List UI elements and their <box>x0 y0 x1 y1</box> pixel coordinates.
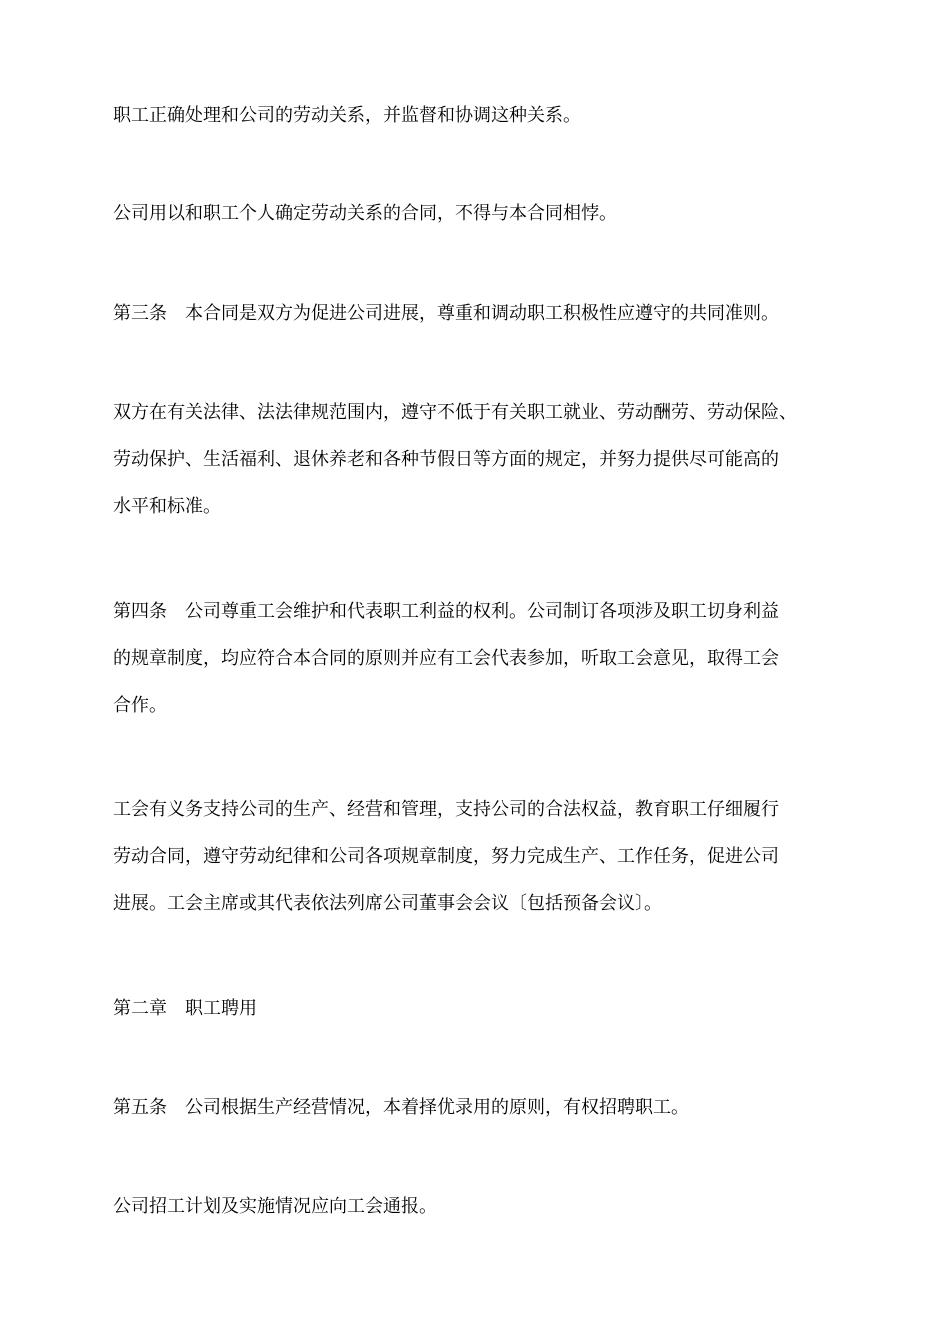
text-line: 劳动合同，遵守劳动纪律和公司各项规章制度，努力完成生产、工作任务，促进公司 <box>113 846 779 867</box>
paragraph-article-3 <box>113 290 853 337</box>
chapter-2-heading <box>113 985 853 1032</box>
text-line: 公司招工计划及实施情况应向工会通报。 <box>113 1196 437 1217</box>
text-line: 第二章 职工聘用 <box>113 998 257 1019</box>
text-line: 进展。工会主席或其代表依法列席公司董事会会议〔包括预备会议〕。 <box>113 893 662 914</box>
text-line: 第五条 公司根据生产经营情况，本着择优录用的原则，有权招聘职工。 <box>113 1097 689 1118</box>
text-line: 公司用以和职工个人确定劳动关系的合同，不得与本合同相悖。 <box>113 203 617 224</box>
paragraph-legal-standards <box>113 389 853 530</box>
text-line: 工会有义务支持公司的生产、经营和管理，支持公司的合法权益，教育职工仔细履行 <box>113 799 779 820</box>
paragraph-hiring-report <box>113 1183 853 1230</box>
paragraph-individual-contracts <box>113 190 853 237</box>
text-line: 的规章制度，均应符合本合同的原则并应有工会代表参加，听取工会意见，取得工会 <box>113 648 779 669</box>
text-line: 职工正确处理和公司的劳动关系，并监督和协调这种关系。 <box>113 105 581 126</box>
paragraph-article-4 <box>113 588 853 729</box>
text-line: 水平和标准。 <box>113 496 221 517</box>
paragraph-union-supervision <box>113 92 853 139</box>
text-line: 合作。 <box>113 695 167 716</box>
paragraph-article-5 <box>113 1084 853 1131</box>
text-line: 第四条 公司尊重工会维护和代表职工利益的权利。公司制订各项涉及职工切身利益 <box>113 601 779 622</box>
text-line: 双方在有关法律、法法律规范围内，遵守不低于有关职工就业、劳动酬劳、劳动保险、 <box>113 402 797 423</box>
text-line: 第三条 本合同是双方为促进公司进展，尊重和调动职工积极性应遵守的共同准则。 <box>113 303 779 324</box>
text-line: 劳动保护、生活福利、退休养老和各种节假日等方面的规定，并努力提供尽可能高的 <box>113 449 779 470</box>
paragraph-union-duties <box>113 786 853 927</box>
